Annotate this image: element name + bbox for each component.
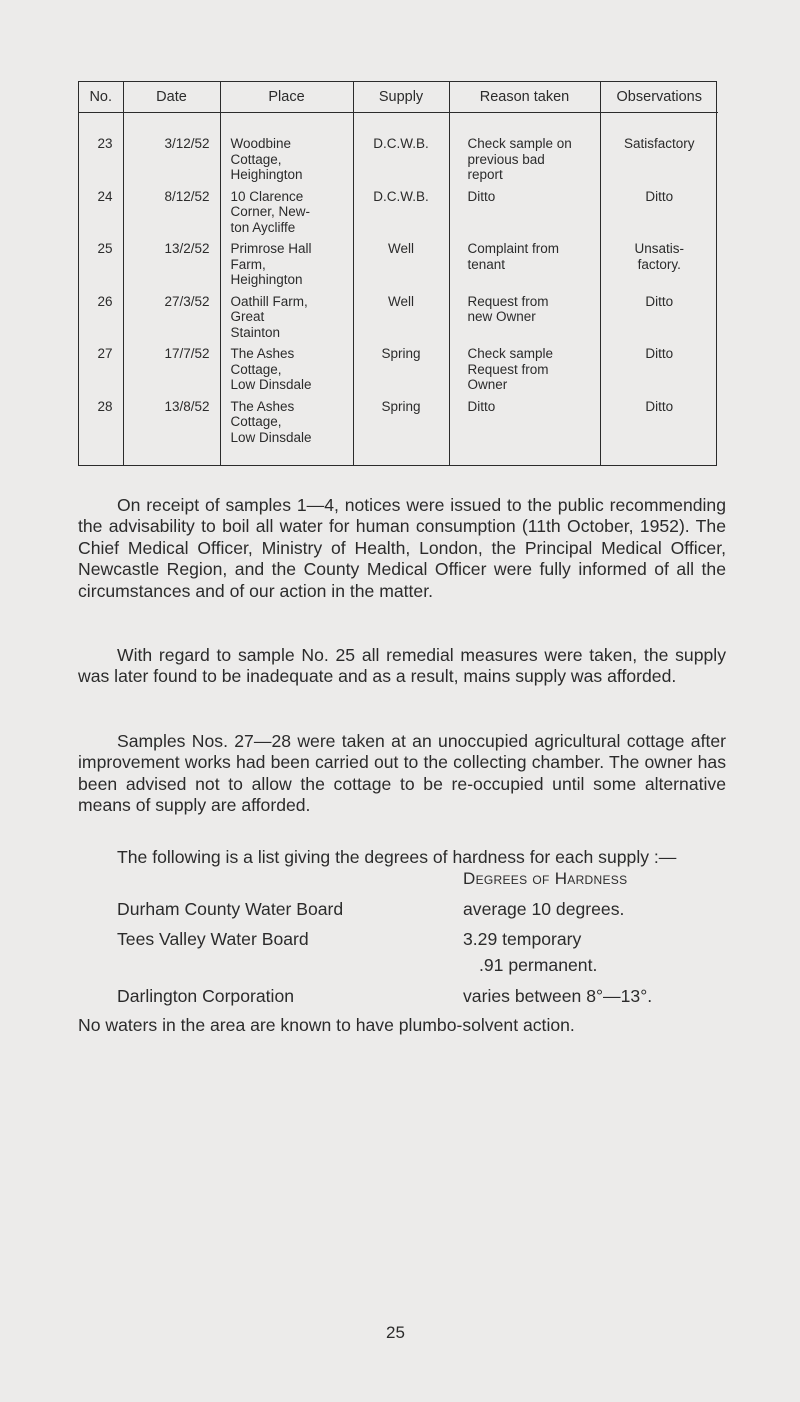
table-row [79,399,718,465]
cell-observations-line: Ditto [645,398,674,414]
cell-no [79,136,123,188]
cell-date-line: 3/12/52 [164,136,210,152]
cell-place-line: Low Dinsdale [230,377,312,393]
cell-reason [449,346,600,398]
samples-table-frame [78,81,717,466]
table-header-row [79,82,718,113]
cell-no-line: 27 [97,346,113,362]
cell-observations [600,294,718,346]
cell-reason-line: report [467,167,503,183]
cell-no [79,399,123,465]
cell-reason-line: Request from [467,293,549,309]
cell-reason-line: Ditto [467,398,496,414]
cell-no [79,294,123,346]
header-supply: Supply [353,82,449,113]
cell-supply-line: Spring [381,346,421,362]
table-row [79,189,718,241]
paragraph-sample-25: With regard to sample No. 25 all remedial measures were taken, the supply was later found to be inadequate and as a result, mains supply was afforded. [78,645,726,687]
cell-supply-line: Well [387,293,414,309]
header-observations: Observations [600,82,718,113]
cell-reason-line: Check sample on [467,136,572,152]
cell-place [220,346,353,398]
cell-supply-line: D.C.W.B. [373,136,429,152]
cell-place-line: Primrose Hall [230,241,312,257]
cell-reason-line: Owner [467,377,508,393]
samples-table [79,82,718,465]
cell-no-line: 28 [97,398,113,414]
cell-no-line: 25 [97,241,113,257]
cell-date-line: 13/2/52 [164,241,210,257]
cell-date-line: 13/8/52 [164,398,210,414]
hardness-name-darlington: Darlington Corporation [117,986,295,1006]
cell-supply-line: D.C.W.B. [373,188,429,204]
page-number: 25 [386,1323,405,1342]
cell-reason [449,189,600,241]
cell-reason-line: tenant [467,256,506,272]
table-row [79,136,718,188]
cell-place-line: 10 Clarence [230,188,304,204]
header-date: Date [123,82,220,113]
cell-reason [449,241,600,293]
cell-place-line: The Ashes [230,346,295,362]
cell-supply [353,136,449,188]
cell-supply [353,189,449,241]
paragraph-hardness-intro: The following is a list giving the degrees of hardness for each supply :— [117,847,677,867]
cell-supply [353,294,449,346]
cell-date-line: 27/3/52 [164,293,210,309]
cell-reason [449,294,600,346]
hardness-heading [463,869,627,889]
cell-observations-line: Satisfactory [623,136,695,152]
header-place: Place [220,82,353,113]
cell-place [220,294,353,346]
cell-reason-line: Request from [467,361,549,377]
cell-place [220,399,353,465]
cell-place [220,136,353,188]
table-row [79,346,718,398]
cell-place-line: The Ashes [230,398,295,414]
cell-no-line: 26 [97,293,113,309]
table-row [79,294,718,346]
hardness-value-tees-temporary: 3.29 temporary [463,929,582,949]
header-no: No. [79,82,123,113]
cell-date [123,399,220,465]
cell-observations-line: Ditto [645,188,674,204]
cell-reason-line: Check sample [467,346,554,362]
hardness-heading-text: Degrees of Hardness [463,869,628,888]
cell-place-line: Cottage, [230,361,282,377]
cell-place-line: Great [230,309,265,325]
cell-reason-line: Complaint from [467,241,560,257]
cell-observations [600,346,718,398]
cell-reason-line: Ditto [467,188,496,204]
cell-place-line: Heighington [230,272,303,288]
cell-place-line: Heighington [230,167,303,183]
cell-observations [600,241,718,293]
closing-statement: No waters in the area are known to have plumbo-solvent action. [78,1015,575,1035]
cell-place-line: Cottage, [230,151,282,167]
cell-supply [353,346,449,398]
hardness-name-tees: Tees Valley Water Board [117,929,309,949]
cell-place-line: Farm, [230,256,266,272]
cell-observations-line: Ditto [645,346,674,362]
cell-no-line: 23 [97,136,113,152]
cell-place-line: Oathill Farm, [230,293,308,309]
cell-date [123,189,220,241]
cell-place-line: Cottage, [230,414,282,430]
cell-supply [353,241,449,293]
cell-place [220,241,353,293]
cell-place-line: Corner, New- [230,204,311,220]
cell-supply [353,399,449,465]
cell-reason [449,136,600,188]
paragraph-samples-27-28: Samples Nos. 27—28 were taken at an unoccupied agricultural cottage after improvement works had been carried out to the collecting chamber. The owner has been advised not to allow the cottage to be re-occupied until some alternative means of supply are afforded. [78,731,726,816]
cell-place-line: ton Aycliffe [230,219,296,235]
cell-observations [600,189,718,241]
cell-observations-line: Ditto [645,293,674,309]
paragraph-notices: On receipt of samples 1—4, notices were issued to the public recommending the advisability to boil all water for human consumption (11th October, 1952). The Chief Medical Officer, Ministry of Health, London, the Principal Medical Officer, Newcastle Region, and the County Medical Officer were fully informed of all the circumstances and of our action in the matter. [78,495,726,601]
cell-date [123,241,220,293]
cell-place-line: Stainton [230,324,281,340]
cell-no [79,241,123,293]
cell-observations [600,399,718,465]
cell-supply-line: Well [387,241,414,257]
cell-date-line: 8/12/52 [164,188,210,204]
cell-no [79,346,123,398]
cell-date-line: 17/7/52 [164,346,210,362]
hardness-name-durham: Durham County Water Board [117,899,344,919]
cell-place-line: Woodbine [230,136,292,152]
cell-place-line: Low Dinsdale [230,429,312,445]
cell-reason-line: new Owner [467,309,536,325]
cell-place [220,189,353,241]
table-row [79,241,718,293]
cell-observations-line: factory. [637,256,681,272]
hardness-value-durham: average 10 degrees. [463,899,625,919]
cell-no [79,189,123,241]
cell-observations [600,136,718,188]
cell-reason-line: previous bad [467,151,545,167]
cell-supply-line: Spring [381,398,421,414]
cell-observations-line: Unsatis- [634,241,684,257]
cell-no-line: 24 [97,188,113,204]
cell-date [123,294,220,346]
hardness-value-tees-permanent: .91 permanent. [479,955,598,975]
header-reason: Reason taken [449,82,600,113]
cell-date [123,346,220,398]
cell-reason [449,399,600,465]
hardness-value-darlington: varies between 8°—13°. [463,986,653,1006]
cell-date [123,136,220,188]
